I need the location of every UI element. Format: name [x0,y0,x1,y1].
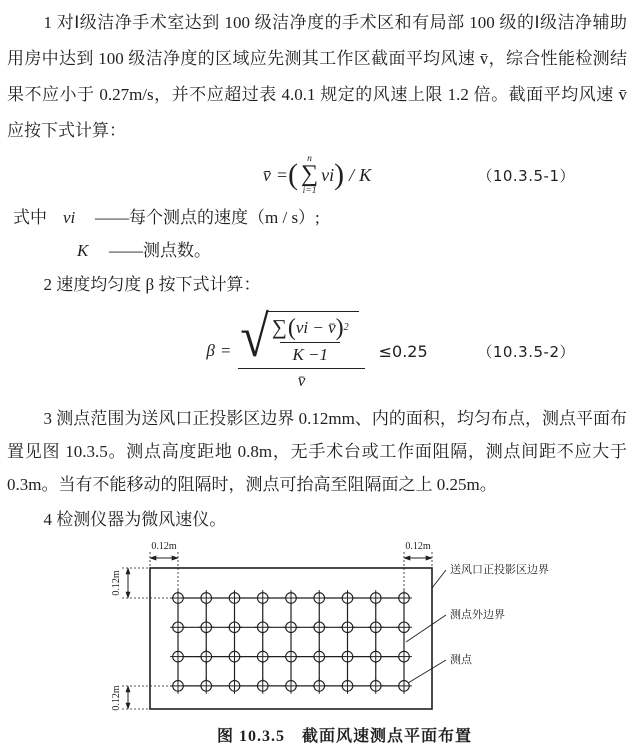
sigma-icon: ∑ [301,161,319,188]
dimension-left-top [111,568,172,598]
paragraph-1: 1 对Ⅰ级洁净手术室达到 100 级洁净度的手术区和有局部 100 级的Ⅰ级洁净辅助用房中达到 100 级洁净度的区域应先测其工作区截面平均风速 v̄，综合性能检测结果不应小于 0.27m/s，并不应超过表 4.0.1 规定的风速上限 1.2 倍。截面平均风速 v̄ 应按下式计算： [7,13,627,140]
dimension-label-left-top: 0.12m [111,570,122,596]
leader-line-points-boundary [406,615,446,642]
formula2-main-fraction [238,305,364,391]
label-supply-outlet-boundary: 送风口正投影区边界 [450,564,549,576]
formula2-equals: = [219,341,232,360]
paragraph-3: 3 测点范围为送风口正投影区边界 0.12mm、内的面积，均匀布点，测点平面布置见图 10.3.5。测点高度距地 0.8m，无手术台或工作面阻隔，测点间距不应大于 0.3m。当有不能移动的阻隔时，测点可抬高至阻隔面之上 0.25m。 [7,409,627,494]
dimension-left-bottom [111,685,172,711]
where-text-vi: 每个测点的速度（m / s）; [129,208,320,227]
formula1-slash: / [349,164,355,185]
radical-expression: √ ∑ ( vi − v̄ ) 2 K −1 [240,311,358,365]
formula2-beta: β [206,341,215,360]
label-points-outer-boundary: 测点外边界 [450,609,505,621]
formula2-condition: ≤0.25 [378,341,428,361]
dimension-label-top-right: 0.12m [405,541,431,552]
formula2-inner-term: vi − v̄ [295,317,336,337]
paragraph-4: 4 检测仪器为微风速仪。 [43,510,227,529]
where-symbol-vi: vi [63,208,76,227]
leader-line-measure-point [408,660,446,683]
where-clause [7,201,627,267]
where-text-k: 测点数。 [143,241,211,260]
formula1-body: vi [321,164,335,185]
leader-line-outer-boundary [432,570,446,588]
radical-icon: √ [240,305,269,370]
where-line-k: K ——测点数。 [7,234,627,267]
formula2-exponent: 2 [343,322,349,333]
where-symbol-k: K [77,241,89,260]
formula1-equals: = [275,164,288,185]
sigma-with-limits: n ∑ i=1 [301,153,319,196]
paragraph-2: 2 速度均匀度 β 按下式计算： [43,275,261,294]
equation-number-2: （10.3.5-2） [477,342,575,361]
figure-diagram [110,538,627,721]
formula1-divisor: K [359,164,372,185]
formula1-open-paren: ( [288,158,298,191]
where-prefix: 式中 [13,208,47,227]
formula-1 [7,149,627,201]
figure-caption: 图 10.3.5 截面风速测点平面布置 [216,728,472,745]
formula-2 [7,302,627,400]
sigma-icon: ∑ [271,315,287,339]
dimension-label-top-left: 0.12m [151,541,177,552]
measurement-grid [170,590,412,694]
formula1-vbar: v̄ [262,164,271,185]
where-line-vi: 式中 vi ——每个测点的速度（m / s）; [7,201,627,234]
measure-point-layout-svg [110,538,634,716]
label-measure-point: 测点 [450,654,472,666]
formula2-outer-denominator: v̄ [297,371,306,390]
formula2-inner-denominator: K −1 [280,342,340,365]
formula1-close-paren: ) [334,158,345,191]
equation-number-1: （10.3.5-1） [477,166,575,185]
dimension-label-left-bottom: 0.12m [111,685,122,711]
